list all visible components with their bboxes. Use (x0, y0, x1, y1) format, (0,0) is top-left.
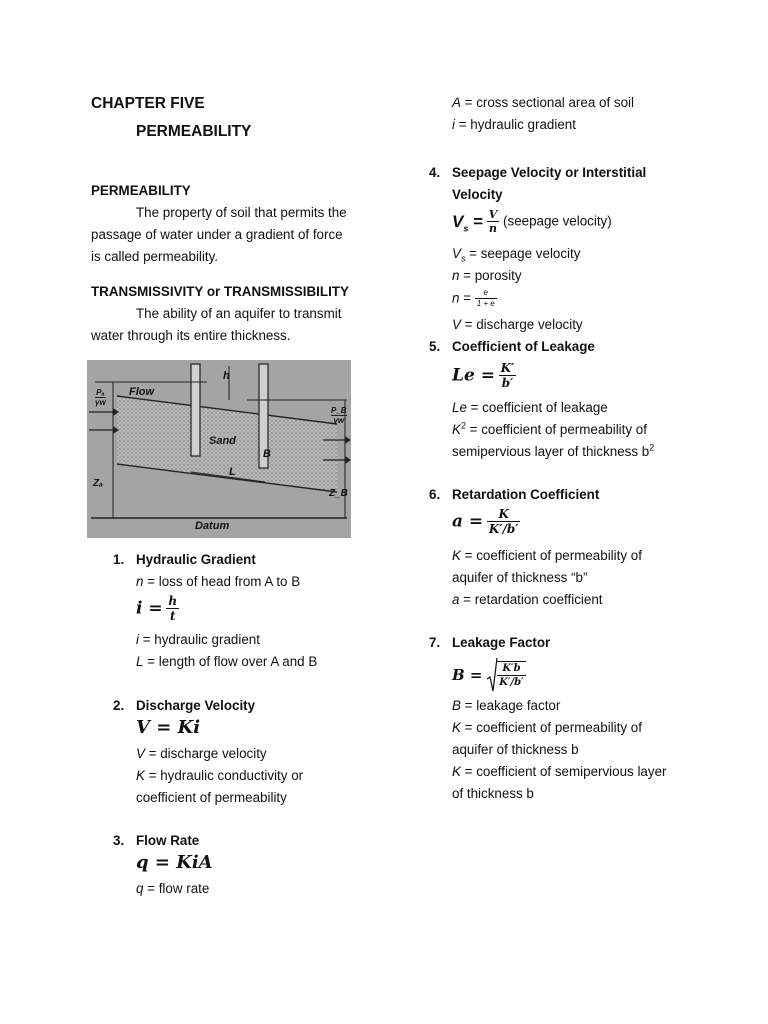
item-7-number: 7. (429, 635, 441, 650)
item-1-line-b (136, 629, 260, 651)
pb-denominator: γw (333, 416, 345, 425)
item-2-line-a (136, 743, 267, 765)
item-4-line-3 (452, 288, 497, 309)
item-2-line-b-symbol: K (136, 768, 145, 783)
item-2-line-c: coefficient of permeability (136, 790, 287, 805)
item-7-line-5: of thickness b (452, 786, 534, 801)
item-5-formula-fraction (499, 361, 517, 390)
item-5-line-2-symbol: K (452, 422, 461, 437)
item-7-line-2-text: = coefficient of permeability of (460, 720, 642, 735)
item-4-denominator: n (489, 222, 498, 235)
item-7-line-1-symbol: B (452, 698, 461, 713)
item-7-line-2 (452, 717, 642, 739)
item-7-line-4-symbol: K (452, 764, 461, 779)
area-definition (452, 92, 634, 114)
item-6-line-3-text: = retardation coefficient (459, 592, 603, 607)
hydraulic-gradient-definition (452, 114, 576, 136)
permeability-definition-line-1: The property of soil that permits the (136, 205, 347, 220)
item-6-line-3-symbol: a (452, 592, 460, 607)
item-7-denominator: K′/b′ (499, 677, 524, 688)
item-7-sqrt (486, 657, 526, 693)
item-4-title-line-1: Seepage Velocity or Interstitial (452, 165, 647, 180)
item-2-number: 2. (113, 698, 125, 713)
item-1-line-a (136, 571, 300, 593)
item-4-line-1 (452, 243, 580, 265)
aquifer-flow-diagram (87, 360, 351, 538)
pa-label (95, 388, 106, 407)
permeability-heading: PERMEABILITY (91, 183, 191, 198)
item-7-formula-fraction (497, 661, 526, 689)
item-1-line-b-symbol: i (136, 632, 139, 647)
area-text: = cross sectional area of soil (460, 95, 634, 110)
l-label: L (229, 466, 236, 478)
item-5-denominator: b′ (501, 376, 514, 390)
item-4-line-2-symbol: n (452, 268, 460, 283)
item-4-formula (452, 208, 612, 235)
permeability-definition-line-3: is called permeability. (91, 249, 219, 264)
item-7-line-4 (452, 761, 667, 783)
item-3-formula: q = KiA (136, 852, 213, 873)
area-symbol: A (452, 95, 461, 110)
item-5-line-2-superscript: 2 (460, 420, 466, 431)
item-1-formula (136, 594, 179, 623)
item-1-line-c-symbol: L (136, 654, 144, 669)
item-2-line-b-text: = hydraulic conductivity or (144, 768, 304, 783)
item-1-line-c (136, 651, 317, 673)
item-4-numerator: V (488, 208, 498, 221)
item-5-line-3-superscript: 2 (649, 442, 655, 453)
item-4-equals: = (473, 211, 484, 231)
aquifer-diagram-svg (87, 360, 351, 538)
item-6-title: Retardation Coefficient (452, 487, 600, 502)
item-1-line-c-text: = length of flow over A and B (143, 654, 318, 669)
transmissivity-heading: TRANSMISSIVITY or TRANSMISSIBILITY (91, 284, 349, 299)
pb-numerator: P_B (331, 406, 347, 415)
item-6-line-2: aquifer of thickness “b” (452, 570, 588, 585)
item-3-title: Flow Rate (136, 833, 200, 848)
item-5-formula (452, 361, 516, 390)
item-1-title: Hydraulic Gradient (136, 552, 256, 567)
item-5-title: Coefficient of Leakage (452, 339, 595, 354)
item-2-title: Discharge Velocity (136, 698, 256, 713)
item-5-line-3-text: semipervious layer of thickness b (452, 444, 650, 459)
item-1-line-b-text: = hydraulic gradient (138, 632, 260, 647)
item-4-title-line-2: Velocity (452, 187, 503, 202)
item-5-number: 5. (429, 339, 441, 354)
item-4-line-1-subscript: s (460, 253, 466, 264)
item-4-formula-note: (seepage velocity) (503, 213, 612, 229)
flow-label: Flow (129, 386, 155, 398)
item-4-lhs-subscript: s (463, 222, 469, 233)
item-1-line-a-symbol: n (136, 574, 144, 589)
datum-label: Datum (195, 520, 230, 532)
transmissivity-definition-line-2: water through its entire thickness. (91, 328, 291, 343)
item-5-line-3 (452, 441, 654, 463)
item-3-line-a-text: = flow rate (143, 881, 210, 896)
item-1-line-a-text: = loss of head from A to B (143, 574, 301, 589)
chapter-label: CHAPTER FIVE (91, 95, 205, 112)
item-3-line-a-symbol: q (136, 881, 144, 896)
standpipe-a (191, 364, 200, 456)
item-2-line-a-text: = discharge velocity (144, 746, 267, 761)
item-6-number: 6. (429, 487, 441, 502)
transmissivity-definition-line-1: The ability of an aquifer to transmit (136, 306, 342, 321)
sand-label: Sand (209, 435, 236, 447)
za-label: Zₐ (93, 478, 103, 489)
item-7-line-2-symbol: K (452, 720, 461, 735)
item-7-formula-lhs: B = (452, 666, 483, 684)
item-4-porosity-lhs: n = (452, 290, 471, 306)
item-4-porosity-denominator: 1 + e (476, 299, 495, 308)
item-6-line-1-symbol: K (452, 548, 461, 563)
item-4-line-4 (452, 314, 583, 336)
item-3-number: 3. (113, 833, 125, 848)
item-5-line-1-symbol: Le (452, 400, 467, 415)
item-1-number: 1. (113, 552, 125, 567)
page-title: PERMEABILITY (136, 123, 252, 140)
item-6-numerator: K (487, 507, 521, 522)
item-6-line-1 (452, 545, 642, 567)
item-4-line-2-text: = porosity (459, 268, 522, 283)
item-7-title: Leakage Factor (452, 635, 551, 650)
item-4-line-1-symbol: V (452, 246, 461, 261)
item-7-formula (452, 657, 526, 693)
item-7-line-4-text: = coefficient of semipervious layer (460, 764, 667, 779)
gradient-text: = hydraulic gradient (454, 117, 576, 132)
item-1-formula-fraction (166, 594, 179, 623)
h-label: h (223, 370, 230, 382)
item-1-formula-lhs: i = (136, 598, 163, 619)
item-6-formula-lhs: a = (452, 511, 484, 532)
pa-denominator: γw (95, 398, 106, 407)
item-6-formula-fraction (487, 507, 521, 536)
item-4-lhs-symbol: V (452, 211, 464, 231)
item-7-line-1 (452, 695, 560, 717)
item-7-numerator: K′b (497, 662, 526, 676)
item-5-line-1 (452, 397, 608, 419)
item-4-line-1-text: = seepage velocity (465, 246, 581, 261)
item-3-line-a (136, 878, 209, 900)
item-6-formula (452, 507, 520, 536)
gradient-symbol: i (452, 117, 455, 132)
item-7-line-1-text: = leakage factor (460, 698, 561, 713)
b-point-label: B (263, 448, 271, 460)
item-4-number: 4. (429, 165, 441, 180)
item-6-line-1-text: = coefficient of permeability of (460, 548, 642, 563)
item-1-formula-denominator: t (169, 609, 176, 623)
item-5-line-2 (452, 419, 647, 441)
item-4-porosity-fraction (475, 288, 497, 309)
pb-label (331, 406, 347, 425)
item-2-line-b (136, 765, 303, 787)
item-4-porosity-numerator: e (475, 288, 497, 299)
item-4-formula-lhs (452, 212, 483, 231)
item-5-numerator: K′ (500, 361, 515, 375)
permeability-definition-line-2: passage of water under a gradient of force (91, 227, 343, 242)
item-4-line-4-symbol: V (452, 317, 461, 332)
item-1-formula-numerator: h (168, 594, 178, 608)
pa-numerator: Pₐ (96, 388, 105, 397)
item-7-line-3: aquifer of thickness b (452, 742, 579, 757)
item-2-formula: V = Ki (136, 717, 201, 738)
item-6-denominator: K′/b′ (488, 522, 519, 536)
item-2-line-a-symbol: V (136, 746, 145, 761)
item-5-formula-lhs: Le = (452, 365, 495, 386)
item-5-line-2-text: = coefficient of permeability of (465, 422, 647, 437)
item-5-line-1-text: = coefficient of leakage (466, 400, 608, 415)
item-6-line-3 (452, 589, 603, 611)
item-4-line-2 (452, 265, 522, 287)
item-4-line-4-text: = discharge velocity (460, 317, 583, 332)
item-4-formula-fraction (487, 208, 500, 235)
zb-label: Z_B (329, 488, 348, 499)
